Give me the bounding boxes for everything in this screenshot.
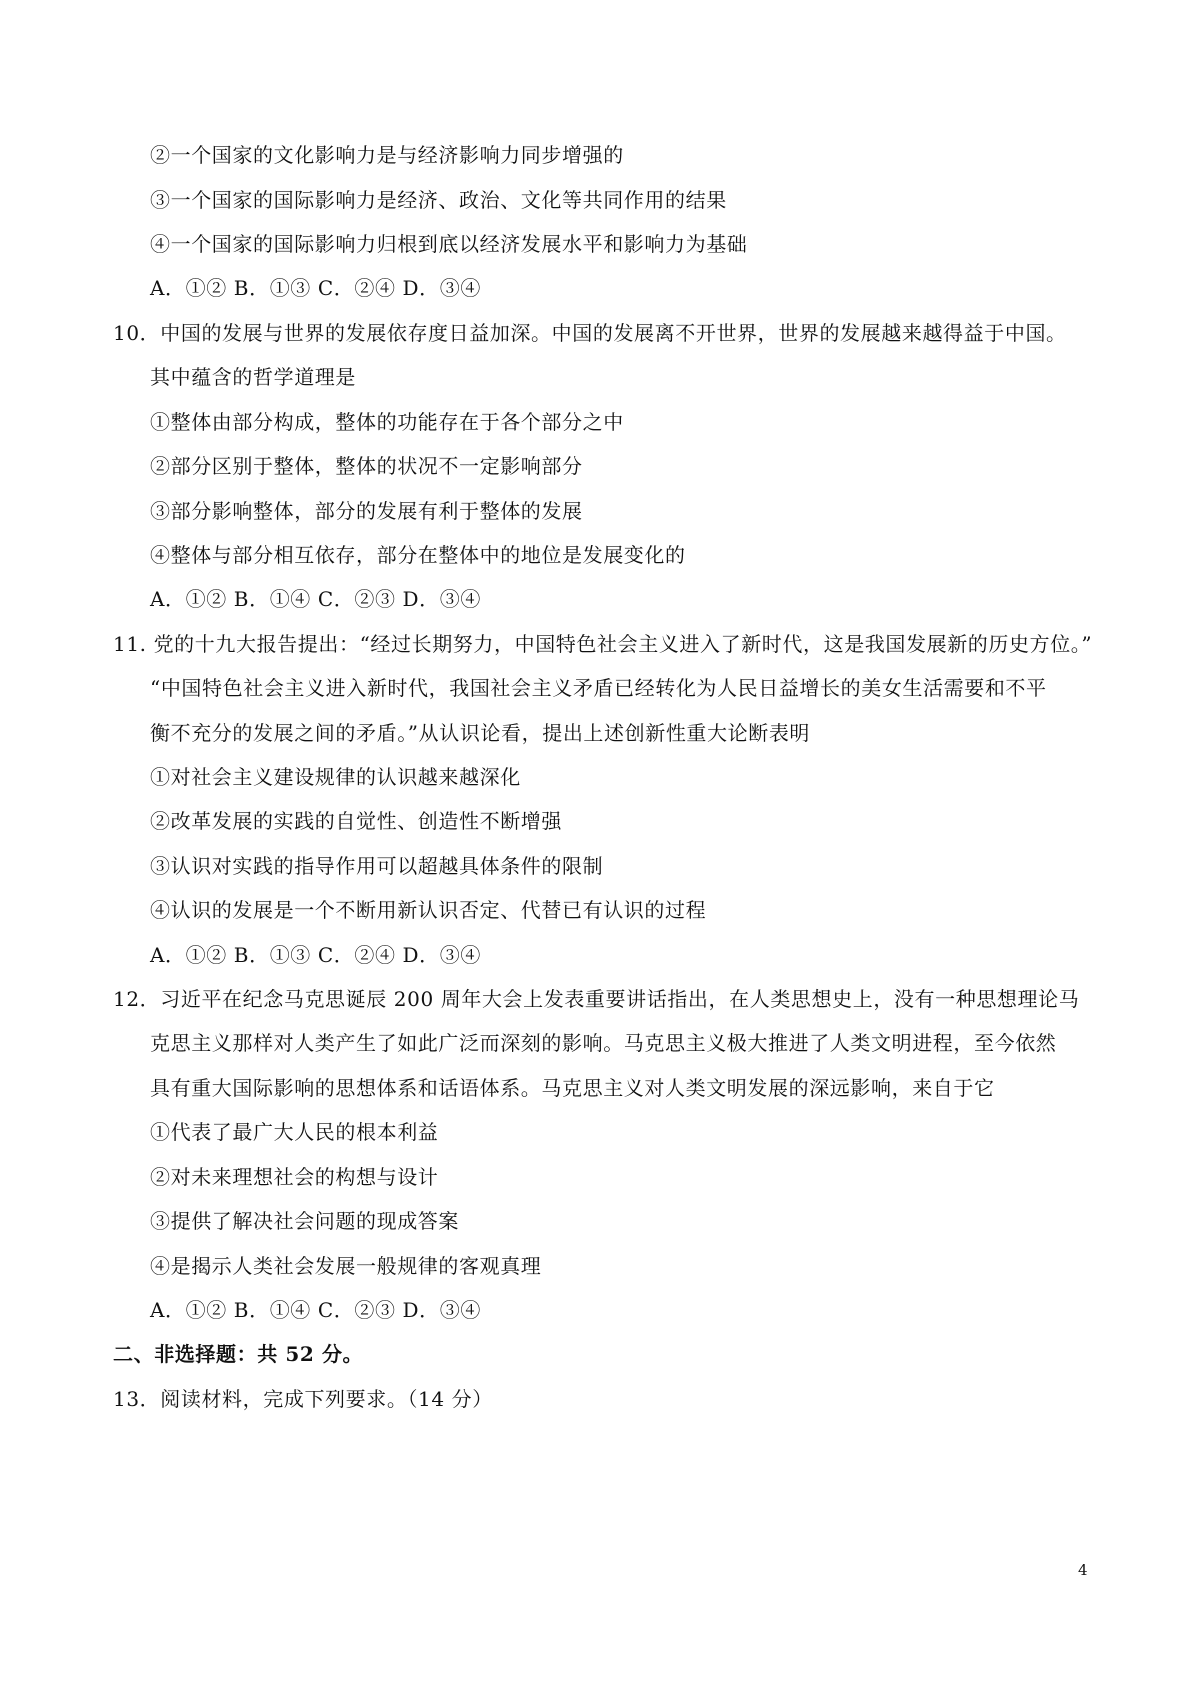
q10-stem-line-1: 10．中国的发展与世界的发展依存度日益加深。中国的发展离不开世界，世界的发展越来越得益于中国。 — [113, 321, 1067, 345]
q10-stem-line-2: 其中蕴含的哲学道理是 — [150, 365, 356, 389]
q11-stem-line-1: 11. 党的十九大报告提出：“经过长期努力，中国特色社会主义进入了新时代，这是我国发展新的历史方位。” — [113, 632, 1093, 656]
q12-stem-line-1: 12．习近平在纪念马克思诞辰 200 周年大会上发表重要讲话指出，在人类思想史上，没有一种思想理论马 — [113, 987, 1080, 1011]
q10-option-4: ④整体与部分相互依存，部分在整体中的地位是发展变化的 — [150, 543, 686, 567]
q11-option-3: ③认识对实践的指导作用可以超越具体条件的限制 — [150, 854, 604, 878]
q10-option-2: ②部分区别于整体，整体的状况不一定影响部分 — [150, 454, 583, 478]
q11-option-1: ①对社会主义建设规律的认识越来越深化 — [150, 765, 521, 789]
q9-choices: A．①② B．①③ C．②④ D．③④ — [150, 276, 481, 300]
q9-option-2: ②一个国家的文化影响力是与经济影响力同步增强的 — [150, 143, 624, 167]
q12-choices: A．①② B．①④ C．②③ D．③④ — [150, 1298, 481, 1322]
q11-stem-line-3: 衡不充分的发展之间的矛盾。”从认识论看，提出上述创新性重大论断表明 — [150, 721, 811, 745]
q12-stem-line-3: 具有重大国际影响的思想体系和话语体系。马克思主义对人类文明发展的深远影响，来自于它 — [150, 1076, 995, 1100]
section-2-heading: 二、非选择题：共 52 分。 — [113, 1342, 364, 1366]
q12-option-1: ①代表了最广大人民的根本利益 — [150, 1120, 439, 1144]
q10-choices: A．①② B．①④ C．②③ D．③④ — [150, 587, 481, 611]
q11-stem-line-2: “中国特色社会主义进入新时代，我国社会主义矛盾已经转化为人民日益增长的美女生活需要和不平 — [150, 676, 1047, 700]
q13-stem: 13．阅读材料，完成下列要求。（14 分） — [113, 1387, 493, 1411]
q12-option-3: ③提供了解决社会问题的现成答案 — [150, 1209, 459, 1233]
page-number: 4 — [1078, 1561, 1088, 1579]
q11-option-2: ②改革发展的实践的自觉性、创造性不断增强 — [150, 809, 562, 833]
q9-option-4: ④一个国家的国际影响力归根到底以经济发展水平和影响力为基础 — [150, 232, 748, 256]
q11-choices: A．①② B．①③ C．②④ D．③④ — [150, 943, 481, 967]
q10-option-3: ③部分影响整体，部分的发展有利于整体的发展 — [150, 499, 583, 523]
q11-option-4: ④认识的发展是一个不断用新认识否定、代替已有认识的过程 — [150, 898, 707, 922]
q12-stem-line-2: 克思主义那样对人类产生了如此广泛而深刻的影响。马克思主义极大推进了人类文明进程，至今依然 — [150, 1031, 1057, 1055]
q12-option-2: ②对未来理想社会的构想与设计 — [150, 1165, 439, 1189]
q10-option-1: ①整体由部分构成，整体的功能存在于各个部分之中 — [150, 410, 624, 434]
q9-option-3: ③一个国家的国际影响力是经济、政治、文化等共同作用的结果 — [150, 188, 727, 212]
q12-option-4: ④是揭示人类社会发展一般规律的客观真理 — [150, 1254, 542, 1278]
